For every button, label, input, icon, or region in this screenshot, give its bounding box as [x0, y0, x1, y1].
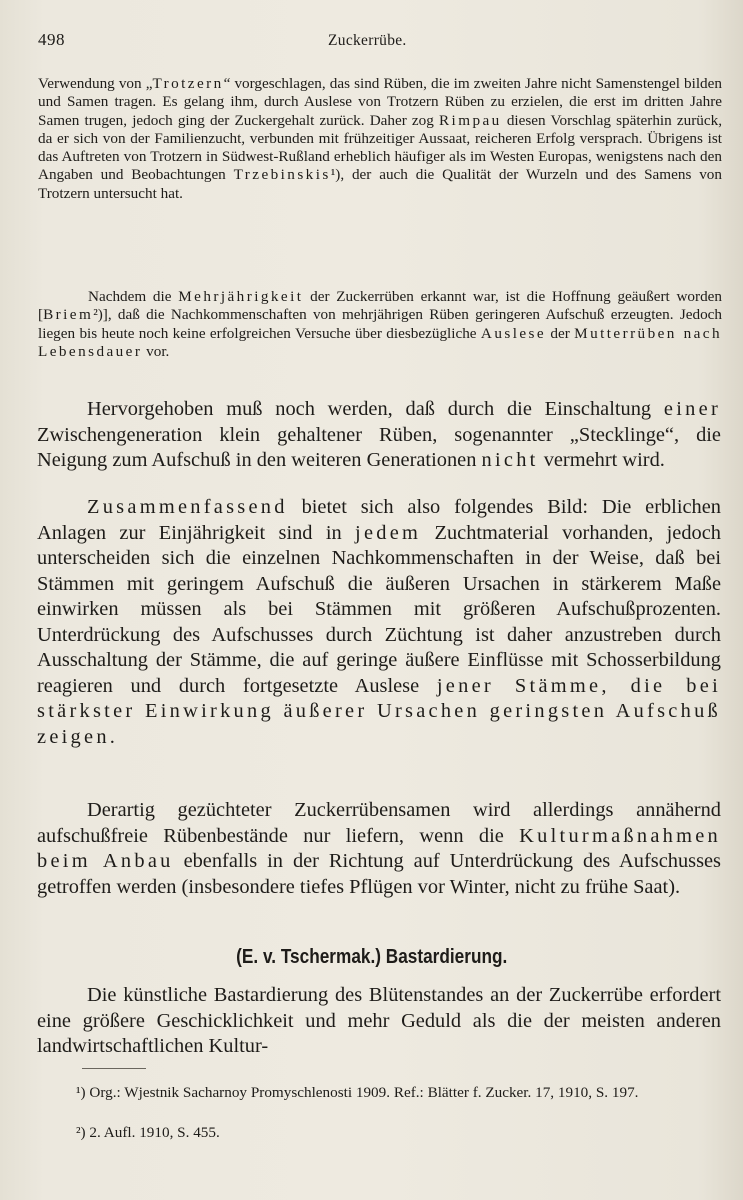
paragraph-trotzern: Verwendung von „Trotzern“ vorgeschlagen, das sind Rüben, die im zweiten Jahre nicht Samenstengel bilden und Samen tragen. Es gelang ihm, durch Auslese von Trotzern Rüben zu erzielen, die erst im dritten Jahre Samen trugen, jedoch ging der Zuckergehalt zurück. Daher zog Rimpau diesen Vorschlag späterhin zurück, da er sich von der Familienzucht, verbunden mit frühzeitiger Aussaat, reicheren Erfolg versprach. Übrigens ist das Auftreten von Trotzern in Südwest-Rußland erheblich häufiger als im Westen Europas, wenigstens nach den Angaben und Beobachtungen Trzebinskis¹), der auch die Qualität der Wurzeln und des Samens von Trotzern untersucht hat.	[38, 75, 722, 202]
page-number: 498	[38, 30, 65, 49]
footnote-2: ²) 2. Aufl. 1910, S. 455.	[76, 1124, 220, 1141]
paragraph-stecklinge: Hervorgehoben muß noch werden, daß durch die Einschaltung einer Zwischengeneration klein gehaltener Rüben, sogenannter „Stecklinge“, die Neigung zum Aufschuß in den weiteren Generationen nicht vermehrt wird.	[37, 398, 721, 471]
paragraph-bastardierung: Die künstliche Bastardierung des Blütenstandes an der Zuckerrübe erfordert eine größere Geschicklichkeit und mehr Geduld als die der meisten anderen landwirtschaftlichen Kultur-	[37, 984, 721, 1057]
page-header	[38, 30, 703, 54]
paragraph-kulturmassnahmen: Derartig gezüchteter Zuckerrübensamen wird allerdings annähernd aufschußfreie Rübenbestände nur liefern, wenn die Kulturmaßnahmen beim Anbau ebenfalls in der Richtung auf Unterdrückung des Aufschusses getroffen werden (insbesondere tiefes Pflügen vor Winter, nicht zu frühe Saat).	[37, 799, 721, 898]
paragraph-mehrjaehrigkeit: Nachdem die Mehrjährigkeit der Zuckerrüben erkannt war, ist die Hoffnung geäußert worden [Briem²)], daß die Nachkommenschaften von mehrjährigen Rüben geringeren Aufschuß erzeugten. Jedoch liegen bis heute noch keine erfolgreichen Versuche über diesbezügliche Auslese der Mutterrüben nach Lebensdauer vor.	[38, 288, 723, 360]
footnote-1: ¹) Org.: Wjestnik Sacharnoy Promyschlenosti 1909. Ref.: Blätter f. Zucker. 17, 1910, S. 197.	[76, 1084, 639, 1101]
section-heading: (E. v. Tschermak.) Bastardierung.	[236, 945, 508, 968]
running-head: Zuckerrübe.	[328, 32, 407, 49]
paragraph-zusammenfassend: Zusammenfassend bietet sich also folgendes Bild: Die erblichen Anlagen zur Einjährigkeit sind in jedem Zuchtmaterial vorhanden, jedoch unterscheiden sich die einzelnen Nachkommenschaften in der Weise, daß bei Stämmen mit geringem Aufschuß die äußeren Ursachen in stärkerem Maße einwirken müssen als bei Stämmen mit größeren Aufschußprozenten. Unterdrückung des Aufschusses durch Züchtung ist daher anzustreben durch Ausschaltung der Stämme, die auf geringe äußere Einflüsse mit Schosserbildung reagieren und durch fortgesetzte Auslese jener Stämme, die bei stärkster Einwirkung äußerer Ursachen geringsten Aufschuß zeigen.	[37, 496, 722, 748]
footnote-separator	[82, 1068, 146, 1069]
